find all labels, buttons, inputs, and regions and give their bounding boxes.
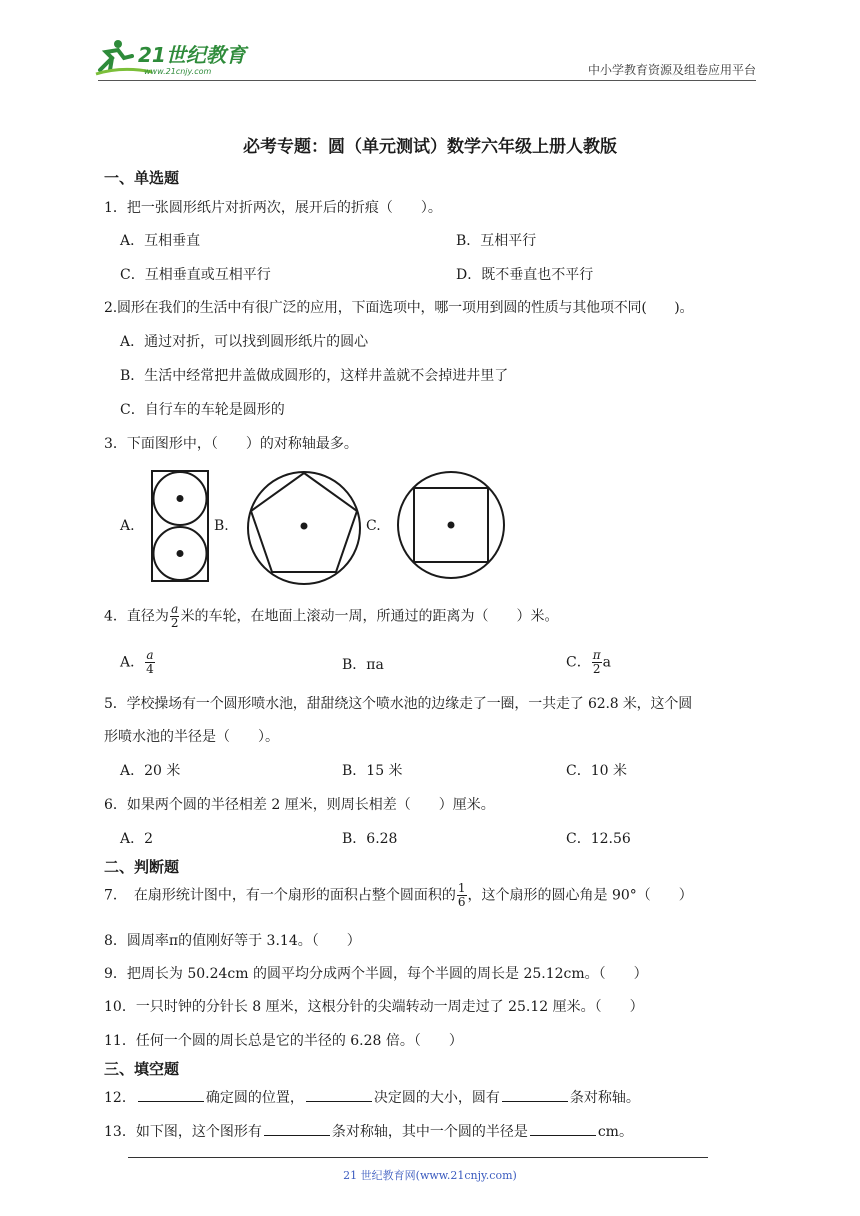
q3-figure-square-in-circle	[395, 469, 507, 581]
q12-blank-3[interactable]	[502, 1100, 568, 1102]
q1-option-a[interactable]: A．互相垂直	[120, 233, 201, 249]
header-divider	[98, 80, 756, 81]
q4-option-a-den: 4	[146, 662, 154, 676]
q4-option-c-den: 2	[592, 662, 601, 676]
page-title: 必考专题：圆（单元测试）数学六年级上册人教版	[243, 137, 617, 157]
section-heading-fill-in: 三、填空题	[104, 1060, 180, 1078]
q4-option-c-label: C．	[566, 654, 591, 671]
q7-fraction	[457, 882, 467, 909]
question-12-stem	[104, 1087, 640, 1107]
q4-option-c-num: π	[592, 648, 601, 662]
q4-text-post: 米的车轮，在地面上滚动一周，所通过的距离为（ ）米。	[180, 608, 559, 625]
q13-blank-2[interactable]	[530, 1134, 596, 1136]
q12-blank-2[interactable]	[306, 1100, 372, 1102]
q6-option-b[interactable]: B．6.28	[342, 831, 398, 847]
brand-logo	[92, 36, 262, 78]
q4-option-a-num: a	[146, 648, 154, 662]
q4-text-pre: 4．直径为	[104, 608, 169, 625]
question-9-stem: 9．把周长为 50.24cm 的圆平均分成两个半圆，每个半圆的周长是 25.12cm。（ ）	[104, 966, 648, 982]
q7-frac-num: 1	[457, 881, 466, 895]
q6-option-a[interactable]: A．2	[120, 831, 154, 847]
question-1-stem: 1．把一张圆形纸片对折两次，展开后的折痕（ ）。	[104, 200, 442, 216]
q7-frac-den: 6	[457, 895, 466, 909]
question-13-stem	[104, 1121, 633, 1141]
question-4-stem	[104, 603, 559, 630]
question-11-stem: 11．任何一个圆的周长总是它的半径的 6.28 倍。（ ）	[104, 1033, 463, 1049]
q13-text-3: cm。	[597, 1124, 633, 1140]
q1-option-c[interactable]: C．互相垂直或互相平行	[120, 267, 271, 283]
footer-divider	[128, 1157, 708, 1158]
question-2-stem: 2.圆形在我们的生活中有很广泛的应用，下面选项中，哪一项用到圆的性质与其他项不同( )。	[104, 300, 694, 316]
q3-label-b[interactable]: B.	[214, 518, 229, 534]
question-5-line-2: 形喷水池的半径是（ ）。	[104, 729, 279, 745]
q12-blank-1[interactable]	[138, 1100, 204, 1102]
question-3-stem: 3．下面图形中，（ ）的对称轴最多。	[104, 436, 358, 452]
q7-text-post: ，这个扇形的圆心角是 90°（ ）	[467, 887, 693, 904]
q3-figure-pentagon-in-circle	[245, 469, 363, 587]
q5-option-c[interactable]: C．10 米	[566, 763, 627, 779]
q2-option-a[interactable]: A．通过对折，可以找到圆形纸片的圆心	[120, 334, 369, 350]
q4-frac-num: a	[171, 602, 179, 616]
q5-option-a[interactable]: A．20 米	[120, 763, 181, 779]
q1-option-d[interactable]: D．既不垂直也不平行	[456, 267, 594, 283]
question-7-stem	[104, 882, 693, 909]
q2-option-c[interactable]: C．自行车的车轮是圆形的	[120, 402, 285, 418]
q4-option-c-post: a	[602, 654, 611, 671]
platform-name: 中小学教育资源及组卷应用平台	[587, 63, 756, 77]
q3-figure-two-circles-in-rectangle	[150, 469, 210, 583]
q13-blank-1[interactable]	[264, 1134, 330, 1136]
q13-text-1: 13．如下图，这个图形有	[104, 1124, 262, 1140]
question-6-stem: 6．如果两个圆的半径相差 2 厘米，则周长相差（ ）厘米。	[104, 797, 495, 813]
q5-option-b[interactable]: B．15 米	[342, 763, 403, 779]
q12-text-2: 决定圆的大小，圆有	[373, 1090, 500, 1106]
q2-option-b[interactable]: B．生活中经常把井盖做成圆形的，这样井盖就不会掉进井里了	[120, 368, 509, 384]
q4-option-a-label: A．	[120, 654, 145, 671]
q4-option-a[interactable]	[120, 649, 156, 676]
q4-option-c-fraction	[592, 649, 602, 676]
logo-text: 21世纪教育	[138, 43, 246, 67]
q4-fraction	[170, 603, 180, 630]
logo-url: www.21cnjy.com	[144, 67, 212, 76]
q6-option-c[interactable]: C．12.56	[566, 831, 631, 847]
q3-label-a[interactable]: A.	[120, 518, 135, 534]
question-5-line-1: 5．学校操场有一个圆形喷水池，甜甜绕这个喷水池的边缘走了一圈，一共走了 62.8 米，这个圆	[104, 696, 693, 712]
section-heading-true-false: 二、判断题	[104, 858, 180, 876]
q7-text-pre: 7． 在扇形统计图中，有一个扇形的面积占整个圆面积的	[104, 887, 456, 904]
footer-link[interactable]: 21 世纪教育网(www.21cnjy.com)	[343, 1169, 517, 1182]
q12-number: 12．	[104, 1090, 136, 1106]
question-8-stem: 8．圆周率π的值刚好等于 3.14。（ ）	[104, 933, 361, 949]
section-heading-single-choice: 一、单选题	[104, 169, 180, 187]
q4-option-b[interactable]: B．πa	[342, 657, 384, 673]
q4-frac-den: 2	[170, 616, 179, 630]
question-10-stem: 10．一只时钟的分针长 8 厘米，这根分针的尖端转动一周走过了 25.12 厘米。（ ）	[104, 999, 644, 1015]
q12-text-3: 条对称轴。	[569, 1090, 640, 1106]
q4-option-a-fraction	[145, 649, 155, 676]
q13-text-2: 条对称轴，其中一个圆的半径是	[331, 1124, 528, 1140]
q1-option-b[interactable]: B．互相平行	[456, 233, 537, 249]
q12-text-1: 确定圆的位置，	[205, 1090, 304, 1106]
q3-label-c[interactable]: C.	[366, 518, 381, 534]
q4-option-c[interactable]	[566, 649, 611, 676]
